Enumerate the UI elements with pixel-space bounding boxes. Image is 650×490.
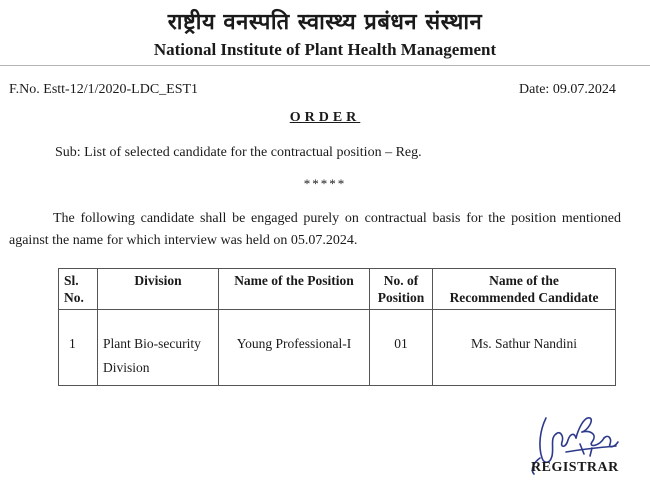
- cell-candidate: Ms. Sathur Nandini: [433, 310, 616, 386]
- header-divider: [0, 65, 650, 66]
- cell-division-line2: Division: [103, 360, 150, 375]
- separator-stars: *****: [303, 176, 347, 191]
- cell-sl: 1: [59, 310, 98, 386]
- registrar-designation: REGISTRAR: [531, 460, 619, 475]
- header-candidate-line1: Name of the: [489, 273, 559, 288]
- header-position: Name of the Position: [219, 269, 370, 310]
- header-division: Division: [98, 269, 219, 310]
- header-count-line2: Position: [377, 290, 425, 305]
- selection-table: [58, 268, 616, 386]
- subject-line: Sub: List of selected candidate for the contractual position – Reg.: [55, 145, 422, 160]
- cell-division: [98, 310, 219, 386]
- header-sl-line2: No.: [64, 290, 84, 305]
- table-header-row: [59, 269, 616, 310]
- header-candidate: [433, 269, 616, 310]
- cell-position: Young Professional-I: [219, 310, 370, 386]
- cell-count: 01: [370, 310, 433, 386]
- file-number: F.No. Estt-12/1/2020-LDC_EST1: [9, 82, 199, 97]
- header-sl-line1: Sl.: [64, 273, 79, 288]
- order-paragraph: The following candidate shall be engaged purely on contractual basis for the position mentioned against the name for which interview was held on 05.07.2024.: [9, 211, 621, 248]
- header-count-line1: No. of: [383, 273, 419, 288]
- header-no-of-position: [370, 269, 433, 310]
- institute-title-hindi: राष्ट्रीय वनस्पति स्वास्थ्य प्रबंधन संस्थान: [167, 9, 483, 35]
- order-heading: ORDER: [289, 110, 361, 125]
- header-sl-no: [59, 269, 98, 310]
- table-row: [59, 310, 616, 386]
- header-candidate-line2: Recommended Candidate: [449, 290, 599, 305]
- cell-division-line1: Plant Bio-security: [103, 336, 201, 351]
- institute-title-english: National Institute of Plant Health Management: [153, 40, 497, 59]
- order-date: Date: 09.07.2024: [519, 82, 616, 97]
